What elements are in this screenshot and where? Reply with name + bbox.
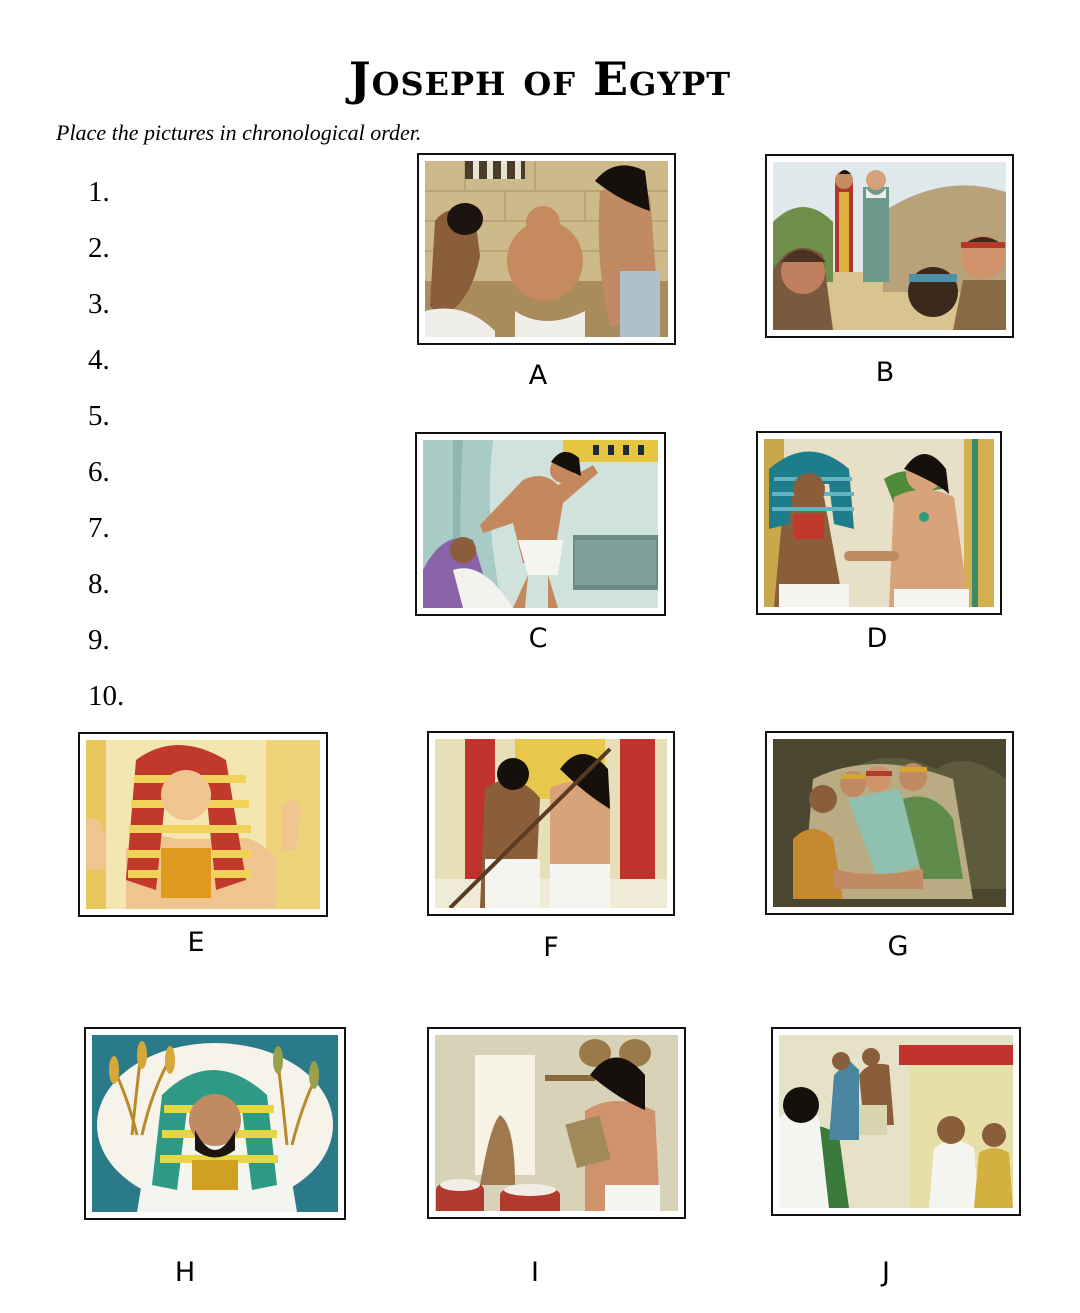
- picture-label-c: C: [528, 623, 548, 654]
- picture-h[interactable]: [84, 1027, 346, 1220]
- picture-d[interactable]: [756, 431, 1002, 615]
- picture-label-j: J: [882, 1257, 890, 1288]
- picture-label-f: F: [543, 932, 559, 963]
- answer-number-6: 6.: [88, 456, 110, 488]
- answer-number-4: 4.: [88, 344, 110, 376]
- picture-a[interactable]: [417, 153, 676, 345]
- arrival-scene-illustration: [779, 1035, 1013, 1208]
- picture-label-h: H: [174, 1257, 196, 1288]
- dream-scene-illustration: [92, 1035, 338, 1212]
- answer-number-7: 7.: [88, 512, 110, 544]
- pit-scene-illustration: [773, 739, 1006, 907]
- fleeing-scene-illustration: [423, 440, 658, 608]
- answer-number-1: 1.: [88, 176, 110, 208]
- picture-e[interactable]: [78, 732, 328, 917]
- picture-label-i: I: [531, 1257, 539, 1288]
- picture-label-d: D: [866, 623, 888, 654]
- instructions: Place the pictures in chronological order.: [56, 120, 422, 145]
- picture-label-e: E: [187, 927, 205, 958]
- coat-scene-illustration: [773, 162, 1006, 330]
- page-title: Joseph of Egypt: [348, 52, 732, 106]
- answer-number-5: 5.: [88, 400, 110, 432]
- answer-number-2: 2.: [88, 232, 110, 264]
- answer-number-8: 8.: [88, 568, 110, 600]
- pharaoh-speaking-illustration: [86, 740, 320, 909]
- picture-g[interactable]: [765, 731, 1014, 915]
- picture-b[interactable]: [765, 154, 1014, 338]
- handshake-scene-illustration: [764, 439, 994, 607]
- picture-label-g: G: [887, 931, 909, 962]
- prison-scene-illustration: [425, 161, 668, 337]
- arrest-scene-illustration: [435, 739, 667, 908]
- picture-label-a: A: [528, 360, 548, 391]
- picture-f[interactable]: [427, 731, 675, 916]
- answer-number-9: 9.: [88, 624, 110, 656]
- picture-label-b: B: [875, 357, 895, 388]
- answer-number-10: 10.: [88, 680, 125, 712]
- storehouse-scene-illustration: [435, 1035, 678, 1211]
- picture-i[interactable]: [427, 1027, 686, 1219]
- answer-number-3: 3.: [88, 288, 110, 320]
- picture-j[interactable]: [771, 1027, 1021, 1216]
- picture-c[interactable]: [415, 432, 666, 616]
